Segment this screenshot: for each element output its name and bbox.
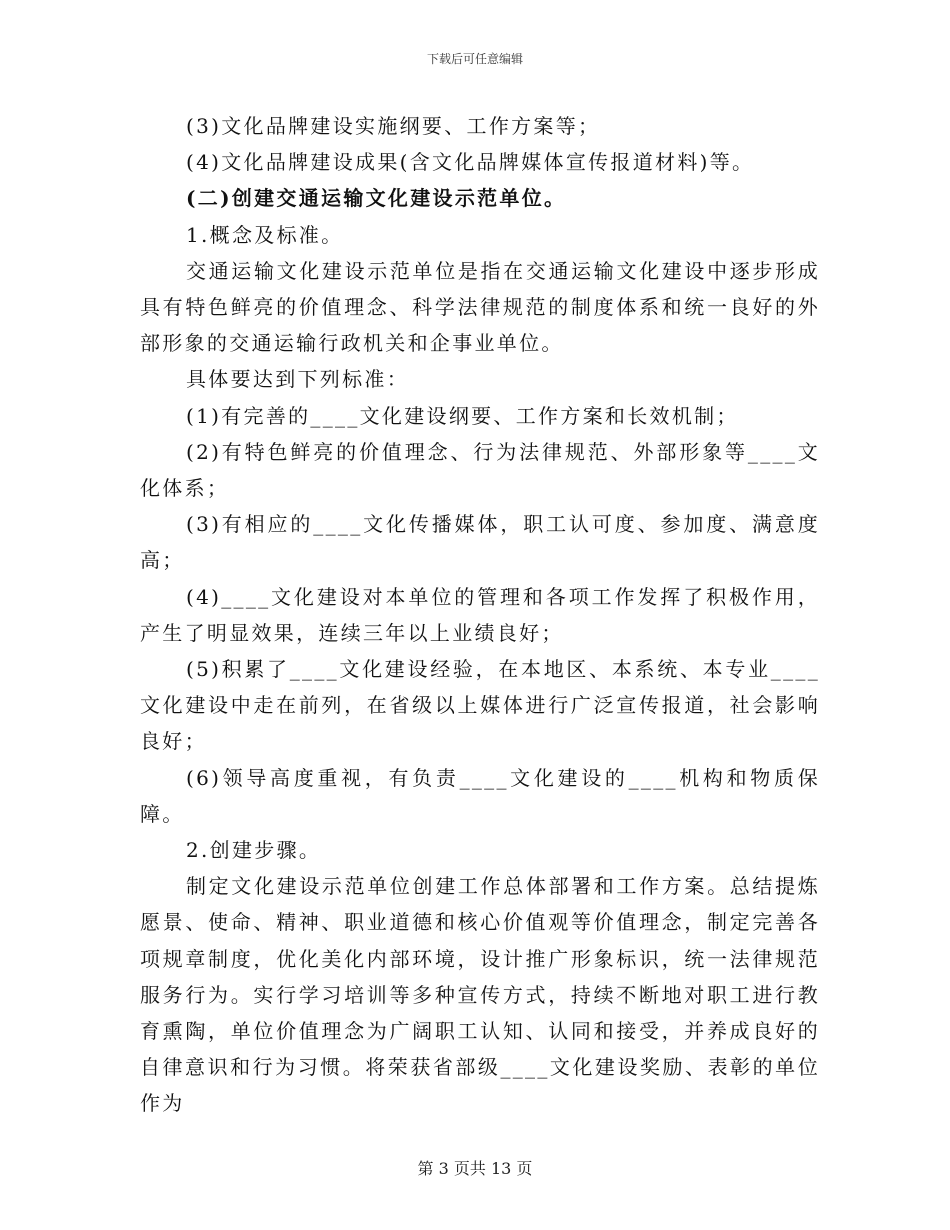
- paragraph: 交通运输文化建设示范单位是指在交通运输文化建设中逐步形成具有特色鲜亮的价值理念、科学法律规范的制度体系和统一良好的外部形象的交通运输行政机关和企事业单位。: [140, 258, 820, 356]
- paragraph: (3)文化品牌建设实施纲要、工作方案等；: [186, 114, 601, 138]
- list-item: (3)有相应的____文化传播媒体，职工认可度、参加度、满意度高；: [140, 512, 820, 573]
- paragraph: 制定文化建设示范单位创建工作总体部署和工作方案。总结提炼愿景、使命、精神、职业道德和核心价值观等价值理念，制定完善各项规章制度，优化美化内部环境，设计推广形象标识，统一法律规范服务行为。实行学习培训等多种宣传方式，持续不断地对职工进行教育熏陶，单位价值理念为广阔职工认知、认同和接受，并养成良好的自律意识和行为习惯。将荣获省部级____文化建设奖励、表彰的单位作为: [140, 874, 820, 1116]
- section-heading: (二)创建交通运输文化建设示范单位。: [186, 186, 567, 211]
- paragraph: 具体要达到下列标准：: [186, 367, 409, 392]
- page-footer: 第 3 页共 13 页: [417, 1159, 533, 1178]
- list-item: (2)有特色鲜亮的价值理念、行为法律规范、外部形象等____文化体系；: [140, 439, 820, 501]
- page-header: 下载后可任意编辑: [426, 52, 523, 66]
- list-item: (6)领导高度重视，有负责____文化建设的____机构和物质保障。: [140, 765, 820, 826]
- list-item: (4)____文化建设对本单位的管理和各项工作发挥了积极作用，产生了明显效果，连续三年以上业绩良好；: [140, 584, 820, 645]
- document-body: [140, 108, 820, 1122]
- subsection-heading: 1.概念及标准。: [186, 222, 344, 247]
- list-item: (1)有完善的____文化建设纲要、工作方案和长效机制；: [186, 403, 739, 428]
- subsection-heading: 2.创建步骤。: [186, 838, 322, 863]
- list-item: (5)积累了____文化建设经验，在本地区、本系统、本专业____文化建设中走在前列，在省级以上媒体进行广泛宣传报道，社会影响良好；: [140, 657, 820, 754]
- paragraph: (4)文化品牌建设成果(含文化品牌媒体宣传报道材料)等。: [186, 150, 755, 175]
